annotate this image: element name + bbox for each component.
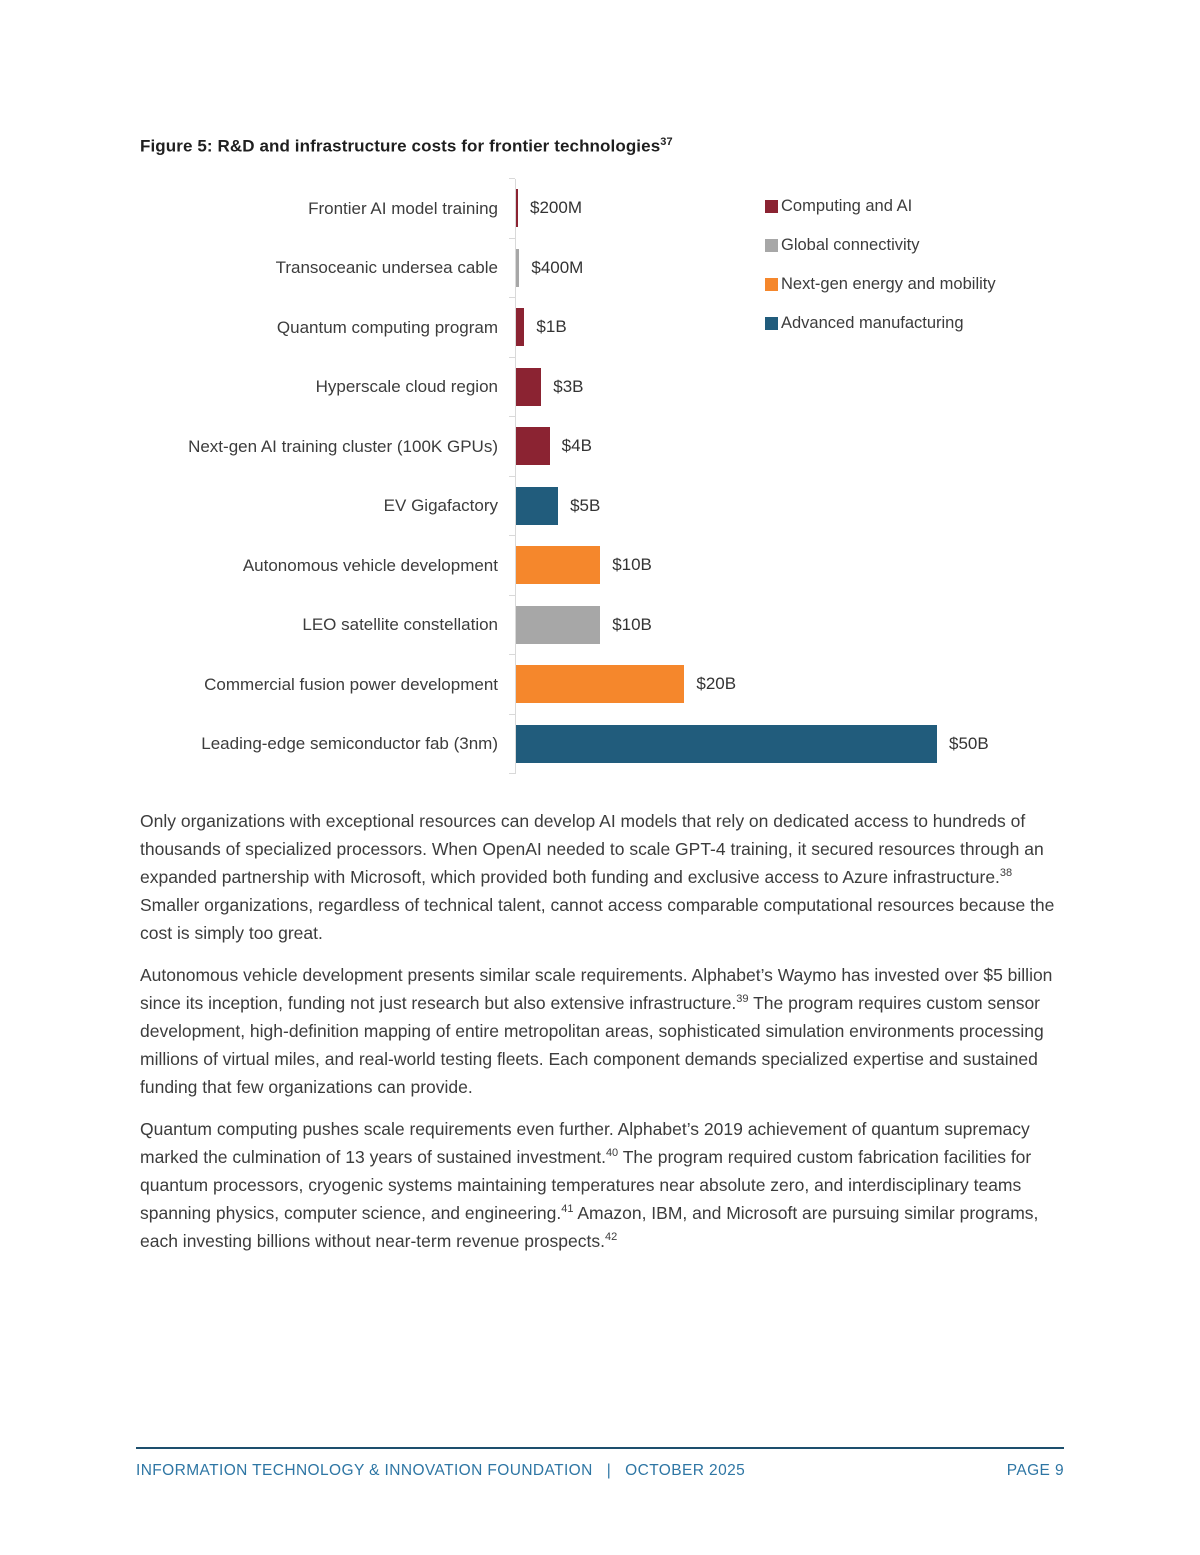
legend-item xyxy=(765,234,1095,258)
footer-page-number: PAGE 9 xyxy=(1006,1462,1064,1479)
paragraph: Quantum computing pushes scale requirements even further. Alphabet’s 2019 achievement of quantum supremacy marked the culmination of 13 years of sustained investment.$^{40}$ The program required custom fabrication facilities for quantum processors, cryogenic systems maintaining temperatures near absolute zero, and interdisciplinary teams spanning physics, computer science, and engineering.$^{41}$ Amazon, IBM, and Microsoft are pursuing similar programs, each investing billions without near-term revenue prospects.$^{42}$ xyxy=(140,1118,1039,1251)
chart-row xyxy=(140,476,1075,536)
bar-chart xyxy=(140,179,1075,777)
bar-category-label: Frontier AI model training xyxy=(308,198,498,218)
bar-track xyxy=(515,714,1075,774)
footnote-ref: 41 xyxy=(561,1202,574,1215)
bar-category-label: Commercial fusion power development xyxy=(204,674,498,694)
bar-track xyxy=(515,357,1075,417)
bar xyxy=(516,249,519,287)
chart-row xyxy=(140,714,1075,774)
bar-track xyxy=(515,476,1075,536)
footer-org: INFORMATION TECHNOLOGY & INNOVATION FOUNDATION xyxy=(136,1462,593,1479)
footnote-ref: 42 xyxy=(604,1230,618,1243)
chart-row xyxy=(140,357,1075,417)
footnote-ref: 38 xyxy=(999,866,1013,879)
bar-value-label: $3B xyxy=(553,376,584,396)
legend-item xyxy=(765,312,1095,336)
bar-value-label: $1B xyxy=(536,317,567,337)
bar-track xyxy=(515,417,1075,477)
footnote-ref: 39 xyxy=(736,992,749,1005)
bar-value-label: $4B xyxy=(561,436,592,456)
bar xyxy=(516,725,937,763)
footer-date: OCTOBER 2025 xyxy=(625,1462,746,1479)
bar-track xyxy=(515,536,1075,596)
legend-swatch xyxy=(765,239,778,252)
figure-title-footnote-ref: 37 xyxy=(660,136,673,148)
bar-category-label: Quantum computing program xyxy=(276,317,498,337)
legend-swatch xyxy=(765,200,778,213)
legend-label: Next-gen energy and mobility xyxy=(781,275,996,294)
bar-category-label: EV Gigafactory xyxy=(383,496,498,516)
bar xyxy=(516,308,524,346)
bar-category-label: Hyperscale cloud region xyxy=(315,377,498,397)
legend-label: Advanced manufacturing xyxy=(781,314,964,333)
bar xyxy=(516,427,550,465)
footer-separator: | xyxy=(606,1462,612,1479)
bar xyxy=(516,368,541,406)
bar-track xyxy=(515,655,1075,715)
legend-item xyxy=(765,273,1095,297)
bar xyxy=(516,189,518,227)
bar-category-label: Transoceanic undersea cable xyxy=(275,258,498,278)
page-footer xyxy=(136,1447,1064,1480)
chart-row xyxy=(140,595,1075,655)
bar-category-label: Next-gen AI training cluster (100K GPUs) xyxy=(188,436,498,456)
figure-title xyxy=(140,0,1075,157)
bar-value-label: $50B xyxy=(949,733,989,753)
figure-title-text: Figure 5: R&D and infrastructure costs for frontier technologies xyxy=(140,136,661,156)
bar-category-label: LEO satellite constellation xyxy=(302,615,498,635)
chart-legend xyxy=(765,195,1095,351)
bar-category-label: Autonomous vehicle development xyxy=(242,555,498,575)
bar-value-label: $5B xyxy=(570,495,601,515)
bar-value-label: $200M xyxy=(530,198,582,218)
footer-org-date xyxy=(136,1462,745,1480)
bar xyxy=(516,546,600,584)
paragraph: Only organizations with exceptional resources can develop AI models that rely on dedicated access to hundreds of thousands of specialized processors. When OpenAI needed to scale GPT-4 training, it secured resources through an expanded partnership with Microsoft, which provided both funding and exclusive access to Azure infrastructure.$^{38}$ Smaller organizations, regardless of technical talent, cannot access comparable computational resources because the cost is simply too great. xyxy=(140,810,1055,943)
bar-value-label: $400M xyxy=(531,257,584,277)
bar-track xyxy=(515,595,1075,655)
legend-swatch xyxy=(765,317,778,330)
chart-row xyxy=(140,655,1075,715)
bar xyxy=(516,665,684,703)
footnote-ref: 40 xyxy=(605,1146,619,1159)
legend-label: Computing and AI xyxy=(781,197,913,216)
bar xyxy=(516,606,600,644)
legend-item xyxy=(765,195,1095,219)
legend-label: Global connectivity xyxy=(781,236,920,255)
bar-value-label: $10B xyxy=(612,555,652,575)
bar-value-label: $10B xyxy=(612,614,652,634)
chart-row xyxy=(140,417,1075,477)
chart-row xyxy=(140,536,1075,596)
body-text xyxy=(140,807,1075,1255)
legend-swatch xyxy=(765,278,778,291)
bar-value-label: $20B xyxy=(696,674,737,694)
bar xyxy=(516,487,558,525)
paragraph: Autonomous vehicle development presents similar scale requirements. Alphabet’s Waymo has invested over $5 billion since its inception, funding not just research but also extensive infrastructure.$^{39}$ The program requires custom sensor development, high-definition mapping of entire metropolitan areas, sophisticated simulation environments processing millions of virtual miles, and real-world testing fleets. Each component demands specialized expertise and sustained funding that few organizations can provide. xyxy=(140,964,1053,1097)
bar-category-label: Leading-edge semiconductor fab (3nm) xyxy=(201,734,498,754)
